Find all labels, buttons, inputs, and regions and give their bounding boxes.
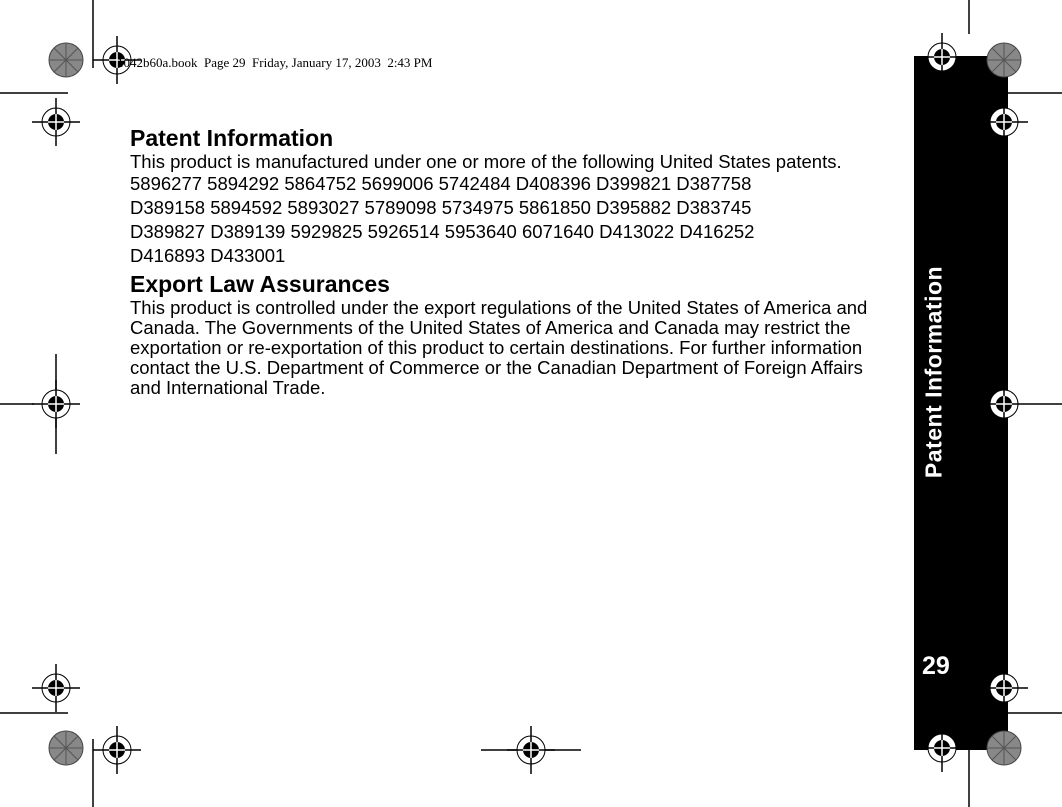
- patent-line: D416893 D433001: [130, 245, 286, 266]
- print-slug: 1042b60a.book Page 29 Friday, January 17, 2003 2:43 PM: [117, 55, 433, 70]
- side-tab-title: Patent Information: [920, 265, 947, 479]
- patent-line: D389158 5894592 5893027 5789098 5734975 5861850 D395882 D383745: [130, 197, 752, 218]
- patent-line: 5896277 5894292 5864752 5699006 5742484 D408396 D399821 D387758: [130, 173, 752, 194]
- page-number: 29: [922, 652, 950, 680]
- page-content: [130, 124, 890, 398]
- section-heading-export: Export Law Assurances: [130, 271, 390, 297]
- section-heading-patent: Patent Information: [130, 125, 334, 151]
- patent-line: D389827 D389139 5929825 5926514 5953640 6071640 D413022 D416252: [130, 221, 755, 242]
- patent-intro: This product is manufactured under one or more of the following United States patents.: [130, 151, 842, 172]
- export-body: This product is controlled under the export regulations of the United States of America and Canada. The Governments of the United States of America and Canada may restrict the exportation or re-exportation of this product to certain destinations. For further information contact the U.S. Department of Commerce or the Canadian Department of Foreign Affairs and International Trade.: [130, 297, 868, 398]
